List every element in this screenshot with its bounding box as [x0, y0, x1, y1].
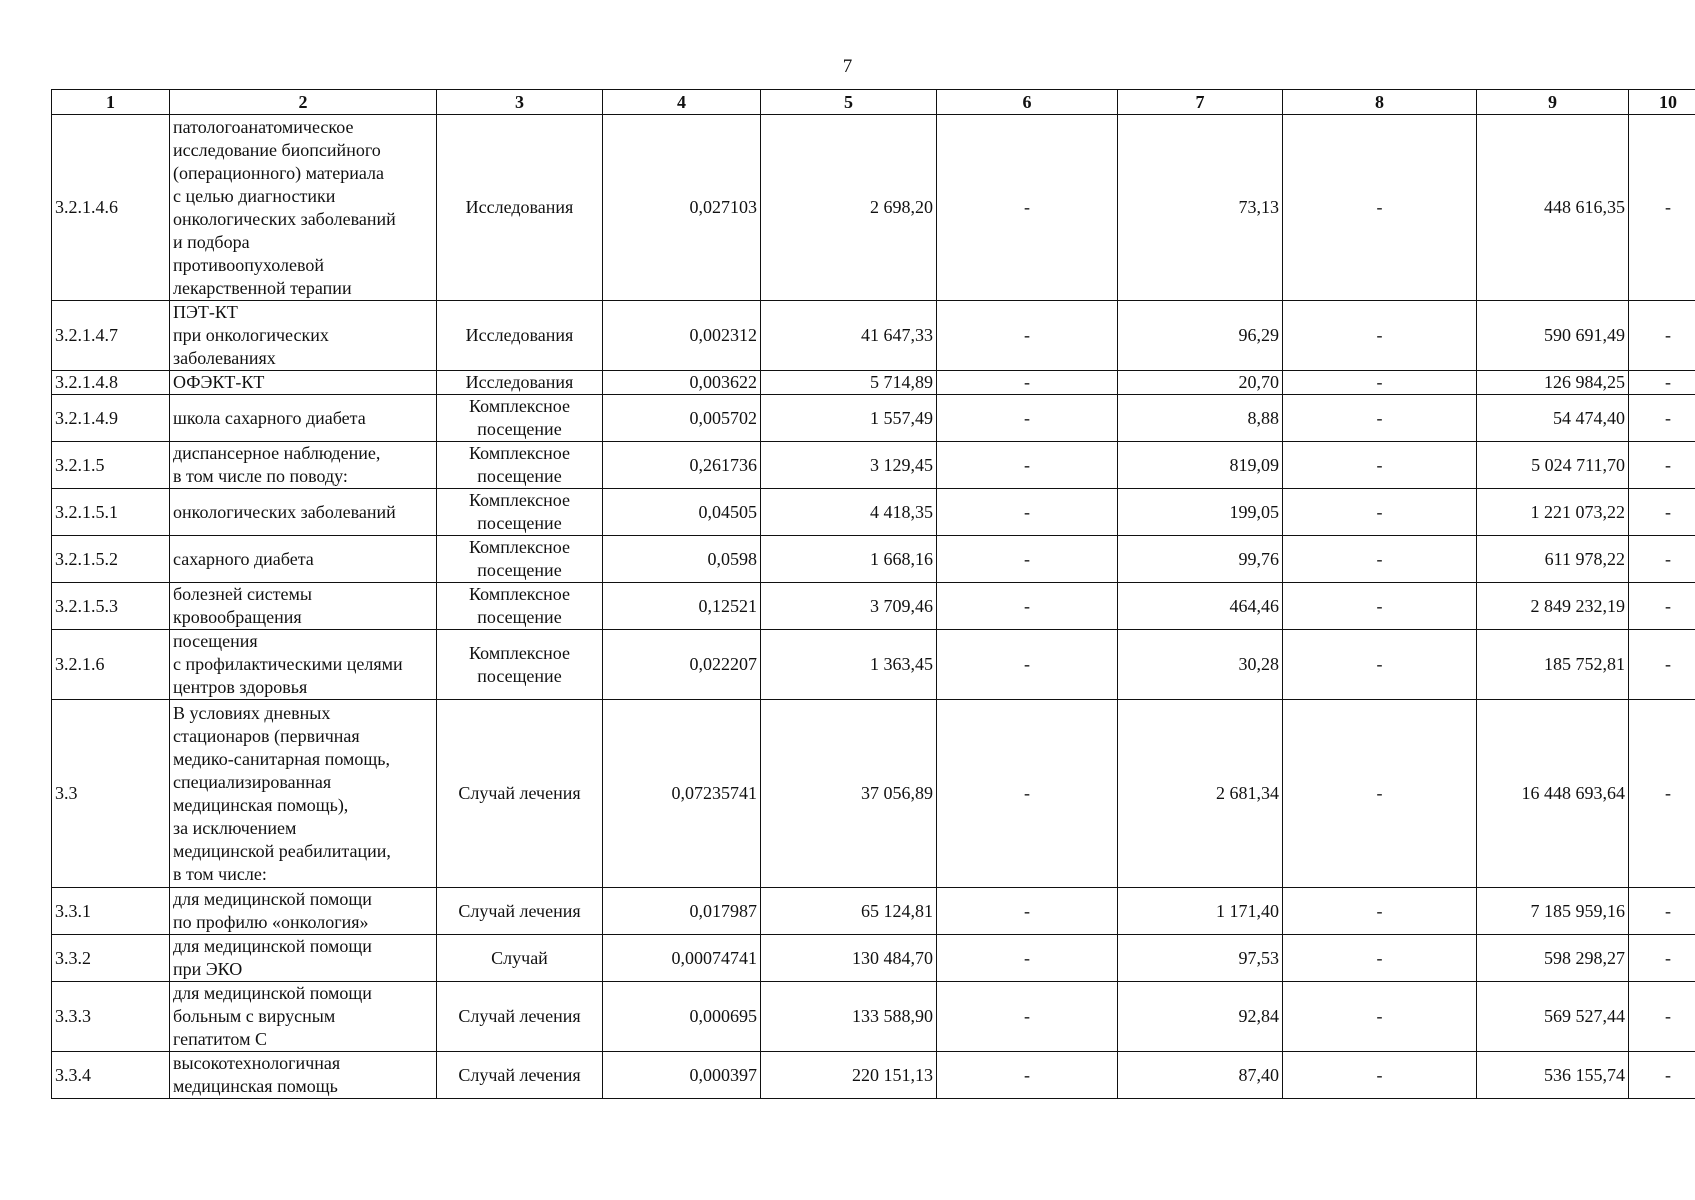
- cell-col-7: 73,13: [1118, 115, 1283, 301]
- cell-unit: Случай лечения: [437, 1052, 603, 1099]
- cell-code: 3.3: [52, 700, 170, 888]
- cell-unit: Комплексное посещение: [437, 489, 603, 536]
- cell-col-7: 96,29: [1118, 301, 1283, 371]
- header-row: [52, 90, 1695, 115]
- cell-unit: Исследования: [437, 371, 603, 395]
- cell-col-5: 65 124,81: [761, 888, 937, 935]
- cell-col-8: -: [1283, 630, 1477, 700]
- cell-col-5: 1 557,49: [761, 395, 937, 442]
- cell-unit: Случай лечения: [437, 982, 603, 1052]
- cell-col-6: -: [937, 583, 1118, 630]
- cell-col-7: 199,05: [1118, 489, 1283, 536]
- cell-col-4: 0,00074741: [603, 935, 761, 982]
- header-cell-8: 8: [1283, 90, 1477, 115]
- cell-col-8: -: [1283, 442, 1477, 489]
- cell-col-8: -: [1283, 115, 1477, 301]
- table-row: [52, 935, 1695, 982]
- cell-col-9: 126 984,25: [1477, 371, 1629, 395]
- cell-col-8: -: [1283, 982, 1477, 1052]
- cell-col-7: 819,09: [1118, 442, 1283, 489]
- cell-col-5: 3 709,46: [761, 583, 937, 630]
- cell-col-9: 2 849 232,19: [1477, 583, 1629, 630]
- cell-col-9: 536 155,74: [1477, 1052, 1629, 1099]
- cell-col-6: -: [937, 301, 1118, 371]
- cell-unit: Комплексное посещение: [437, 583, 603, 630]
- cell-code: 3.3.3: [52, 982, 170, 1052]
- cell-col-10: -: [1629, 442, 1695, 489]
- cell-col-9: 569 527,44: [1477, 982, 1629, 1052]
- cell-name: для медицинской помощи больным с вирусным гепатитом С: [170, 982, 437, 1052]
- table-row: [52, 301, 1695, 371]
- cell-col-5: 5 714,89: [761, 371, 937, 395]
- cell-col-9: 598 298,27: [1477, 935, 1629, 982]
- cell-col-5: 37 056,89: [761, 700, 937, 888]
- cell-col-5: 1 363,45: [761, 630, 937, 700]
- cell-code: 3.2.1.5.3: [52, 583, 170, 630]
- cell-col-10: -: [1629, 1052, 1695, 1099]
- cell-col-4: 0,0598: [603, 536, 761, 583]
- cell-col-8: -: [1283, 301, 1477, 371]
- cell-col-7: 87,40: [1118, 1052, 1283, 1099]
- table-row: [52, 395, 1695, 442]
- cell-col-7: 1 171,40: [1118, 888, 1283, 935]
- cell-name: высокотехнологичная медицинская помощь: [170, 1052, 437, 1099]
- cell-col-10: -: [1629, 301, 1695, 371]
- cell-col-6: -: [937, 700, 1118, 888]
- header-cell-9: 9: [1477, 90, 1629, 115]
- cell-unit: Исследования: [437, 115, 603, 301]
- cell-name: сахарного диабета: [170, 536, 437, 583]
- cell-col-6: -: [937, 371, 1118, 395]
- cell-col-5: 3 129,45: [761, 442, 937, 489]
- cell-code: 3.2.1.4.7: [52, 301, 170, 371]
- header-cell-10: 10: [1629, 90, 1695, 115]
- cell-col-9: 1 221 073,22: [1477, 489, 1629, 536]
- cell-col-7: 8,88: [1118, 395, 1283, 442]
- cell-name: ПЭТ-КТ при онкологических заболеваниях: [170, 301, 437, 371]
- cell-col-10: -: [1629, 888, 1695, 935]
- table-row: [52, 1052, 1695, 1099]
- table-row: [52, 489, 1695, 536]
- cell-col-10: -: [1629, 489, 1695, 536]
- cell-col-9: 5 024 711,70: [1477, 442, 1629, 489]
- cell-col-8: -: [1283, 489, 1477, 536]
- table-row: [52, 888, 1695, 935]
- cell-col-8: -: [1283, 583, 1477, 630]
- table-row: [52, 536, 1695, 583]
- header-cell-3: 3: [437, 90, 603, 115]
- cell-unit: Исследования: [437, 301, 603, 371]
- cell-unit: Случай: [437, 935, 603, 982]
- cell-col-9: 590 691,49: [1477, 301, 1629, 371]
- cell-col-4: 0,002312: [603, 301, 761, 371]
- cell-col-9: 7 185 959,16: [1477, 888, 1629, 935]
- cell-name: болезней системы кровообращения: [170, 583, 437, 630]
- cell-col-4: 0,12521: [603, 583, 761, 630]
- header-cell-1: 1: [52, 90, 170, 115]
- cell-col-9: 448 616,35: [1477, 115, 1629, 301]
- cell-col-6: -: [937, 630, 1118, 700]
- table-row: [52, 630, 1695, 700]
- cell-col-9: 185 752,81: [1477, 630, 1629, 700]
- cell-code: 3.2.1.6: [52, 630, 170, 700]
- cell-col-7: 30,28: [1118, 630, 1283, 700]
- cell-col-10: -: [1629, 115, 1695, 301]
- cell-col-10: -: [1629, 395, 1695, 442]
- cell-col-6: -: [937, 489, 1118, 536]
- cell-col-6: -: [937, 935, 1118, 982]
- cell-name: ОФЭКТ-КТ: [170, 371, 437, 395]
- header-cell-6: 6: [937, 90, 1118, 115]
- cell-col-8: -: [1283, 888, 1477, 935]
- cell-name: патологоанатомическое исследование биопсийного (операционного) материала с целью диагностики онкологических заболеваний и подбора противоопухолевой лекарственной терапии: [170, 115, 437, 301]
- cell-col-4: 0,261736: [603, 442, 761, 489]
- cell-col-9: 16 448 693,64: [1477, 700, 1629, 888]
- cell-unit: Комплексное посещение: [437, 536, 603, 583]
- cell-unit: Случай лечения: [437, 888, 603, 935]
- cell-col-7: 99,76: [1118, 536, 1283, 583]
- header-cell-2: 2: [170, 90, 437, 115]
- cell-col-7: 92,84: [1118, 982, 1283, 1052]
- cell-code: 3.2.1.4.9: [52, 395, 170, 442]
- cell-col-8: -: [1283, 700, 1477, 888]
- cell-code: 3.3.2: [52, 935, 170, 982]
- cell-col-10: -: [1629, 583, 1695, 630]
- cell-col-7: 97,53: [1118, 935, 1283, 982]
- cell-code: 3.2.1.5.2: [52, 536, 170, 583]
- cell-name: школа сахарного диабета: [170, 395, 437, 442]
- cell-name: онкологических заболеваний: [170, 489, 437, 536]
- cell-name: В условиях дневных стационаров (первичная медико-санитарная помощь, специализированная медицинская помощь), за исключением медицинской реабилитации, в том числе:: [170, 700, 437, 888]
- header-cell-5: 5: [761, 90, 937, 115]
- cell-col-8: -: [1283, 935, 1477, 982]
- header-cell-4: 4: [603, 90, 761, 115]
- cell-col-7: 20,70: [1118, 371, 1283, 395]
- cell-code: 3.3.1: [52, 888, 170, 935]
- table-body: [52, 115, 1695, 1099]
- cell-col-4: 0,005702: [603, 395, 761, 442]
- table-row: [52, 982, 1695, 1052]
- cell-col-8: -: [1283, 536, 1477, 583]
- cell-col-9: 54 474,40: [1477, 395, 1629, 442]
- cell-col-4: 0,017987: [603, 888, 761, 935]
- cell-col-8: -: [1283, 371, 1477, 395]
- cell-unit: Комплексное посещение: [437, 630, 603, 700]
- cell-col-10: -: [1629, 700, 1695, 888]
- cell-col-5: 41 647,33: [761, 301, 937, 371]
- cell-col-4: 0,022207: [603, 630, 761, 700]
- table-row: [52, 583, 1695, 630]
- cell-code: 3.3.4: [52, 1052, 170, 1099]
- cell-col-4: 0,000695: [603, 982, 761, 1052]
- page-number: 7: [842, 56, 853, 77]
- cell-col-10: -: [1629, 982, 1695, 1052]
- cell-col-5: 130 484,70: [761, 935, 937, 982]
- cell-code: 3.2.1.4.6: [52, 115, 170, 301]
- cell-name: для медицинской помощи по профилю «онкология»: [170, 888, 437, 935]
- cell-col-10: -: [1629, 371, 1695, 395]
- header-cell-7: 7: [1118, 90, 1283, 115]
- cell-col-4: 0,027103: [603, 115, 761, 301]
- cell-col-10: -: [1629, 536, 1695, 583]
- cell-col-8: -: [1283, 1052, 1477, 1099]
- cell-col-7: 464,46: [1118, 583, 1283, 630]
- cell-name: диспансерное наблюдение, в том числе по поводу:: [170, 442, 437, 489]
- cell-col-4: 0,003622: [603, 371, 761, 395]
- cell-col-9: 611 978,22: [1477, 536, 1629, 583]
- cell-code: 3.2.1.5.1: [52, 489, 170, 536]
- cell-col-6: -: [937, 536, 1118, 583]
- cell-col-10: -: [1629, 935, 1695, 982]
- cell-col-6: -: [937, 395, 1118, 442]
- cell-col-6: -: [937, 982, 1118, 1052]
- cell-col-8: -: [1283, 395, 1477, 442]
- data-table: [51, 89, 1695, 1099]
- cell-col-5: 220 151,13: [761, 1052, 937, 1099]
- cell-code: 3.2.1.4.8: [52, 371, 170, 395]
- table-row: [52, 442, 1695, 489]
- cell-col-4: 0,04505: [603, 489, 761, 536]
- cell-col-6: -: [937, 442, 1118, 489]
- cell-col-4: 0,000397: [603, 1052, 761, 1099]
- cell-code: 3.2.1.5: [52, 442, 170, 489]
- cell-col-5: 1 668,16: [761, 536, 937, 583]
- table-row: [52, 115, 1695, 301]
- cell-col-5: 2 698,20: [761, 115, 937, 301]
- cell-col-6: -: [937, 1052, 1118, 1099]
- table-row: [52, 700, 1695, 888]
- cell-col-5: 4 418,35: [761, 489, 937, 536]
- cell-col-6: -: [937, 115, 1118, 301]
- cell-col-4: 0,07235741: [603, 700, 761, 888]
- cell-col-7: 2 681,34: [1118, 700, 1283, 888]
- table-row: [52, 371, 1695, 395]
- cell-col-5: 133 588,90: [761, 982, 937, 1052]
- cell-unit: Комплексное посещение: [437, 395, 603, 442]
- cell-unit: Комплексное посещение: [437, 442, 603, 489]
- cell-col-6: -: [937, 888, 1118, 935]
- cell-name: посещения с профилактическими целями центров здоровья: [170, 630, 437, 700]
- cell-name: для медицинской помощи при ЭКО: [170, 935, 437, 982]
- cell-unit: Случай лечения: [437, 700, 603, 888]
- cell-col-10: -: [1629, 630, 1695, 700]
